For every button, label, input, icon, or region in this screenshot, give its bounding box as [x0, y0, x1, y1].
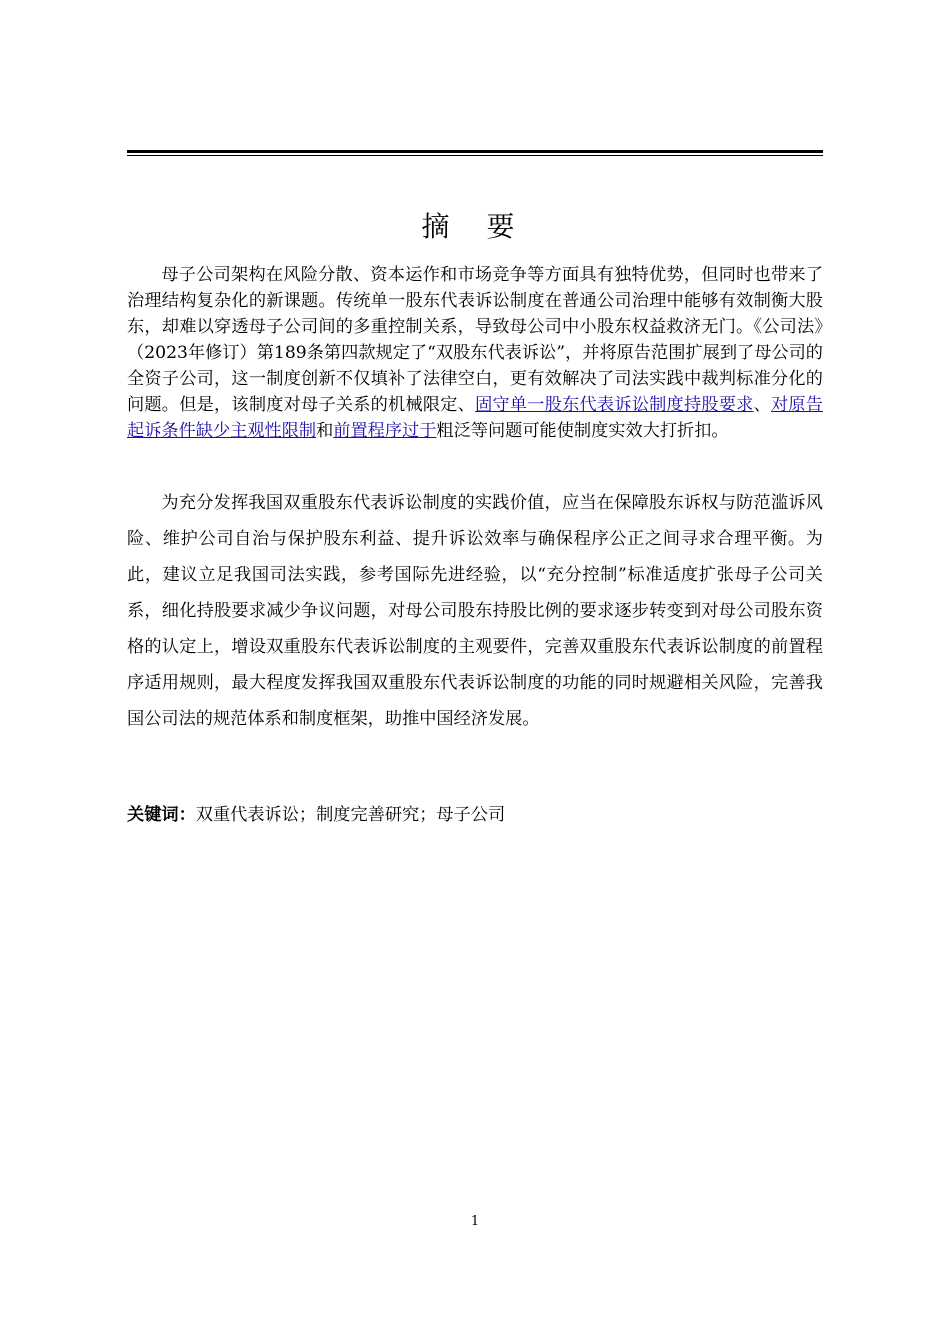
abstract-paragraph-1: [127, 262, 823, 444]
keywords-label: 关键词：: [127, 805, 196, 825]
header-rule-thick: [127, 150, 823, 153]
header-rule-thin: [127, 155, 823, 156]
keywords-value: 双重代表诉讼；制度完善研究；母子公司: [195, 805, 506, 825]
link-pre-procedure[interactable]: 前置程序过于: [333, 421, 437, 441]
abstract-p1-text-end: 粗泛等问题可能使制度实效大打折扣。: [436, 421, 729, 441]
page-number: 1: [470, 1214, 480, 1229]
page-title: 摘 要: [421, 210, 529, 243]
separator-1: 、: [753, 395, 771, 415]
separator-2: 和: [316, 421, 334, 441]
link-subjective-limitation[interactable]: 对原告起诉条件缺少主观性限制: [127, 395, 823, 441]
abstract-p1-text-start: 母子公司架构在风险分散、资本运作和市场竞争等方面具有独特优势，但同时也带来了治理结构复杂化的新课题。传统单一股东代表诉讼制度在普通公司治理中能够有效制衡大股东，却难以穿透母子公司间的多重控制关系，导致母公司中小股东权益救济无门。《公司法》（2023年修订）第189条第四款规定了“双股东代表诉讼”，并将原告范围扩展到了母公司的全资子公司，这一制度创新不仅填补了法律空白，更有效解决了司法实践中裁判标准分化的问题。但是，该制度对母子关系的机械限定、: [127, 265, 823, 415]
link-shareholding-requirement[interactable]: 固守单一股东代表诉讼制度持股要求: [475, 395, 754, 415]
abstract-paragraph-2: 为充分发挥我国双重股东代表诉讼制度的实践价值，应当在保障股东诉权与防范滥诉风险、维护公司自治与保护股东利益、提升诉讼效率与确保程序公正之间寻求合理平衡。为此，建议立足我国司法实践，参考国际先进经验，以“充分控制”标准适度扩张母子公司关系，细化持股要求减少争议问题，对母公司股东持股比例的要求逐步转变到对母公司股东资格的认定上，增设双重股东代表诉讼制度的主观要件，完善双重股东代表诉讼制度的前置程序适用规则，最大程度发挥我国双重股东代表诉讼制度的功能的同时规避相关风险，完善我国公司法的规范体系和制度框架，助推中国经济发展。: [127, 493, 823, 729]
keywords-line: [127, 802, 823, 828]
